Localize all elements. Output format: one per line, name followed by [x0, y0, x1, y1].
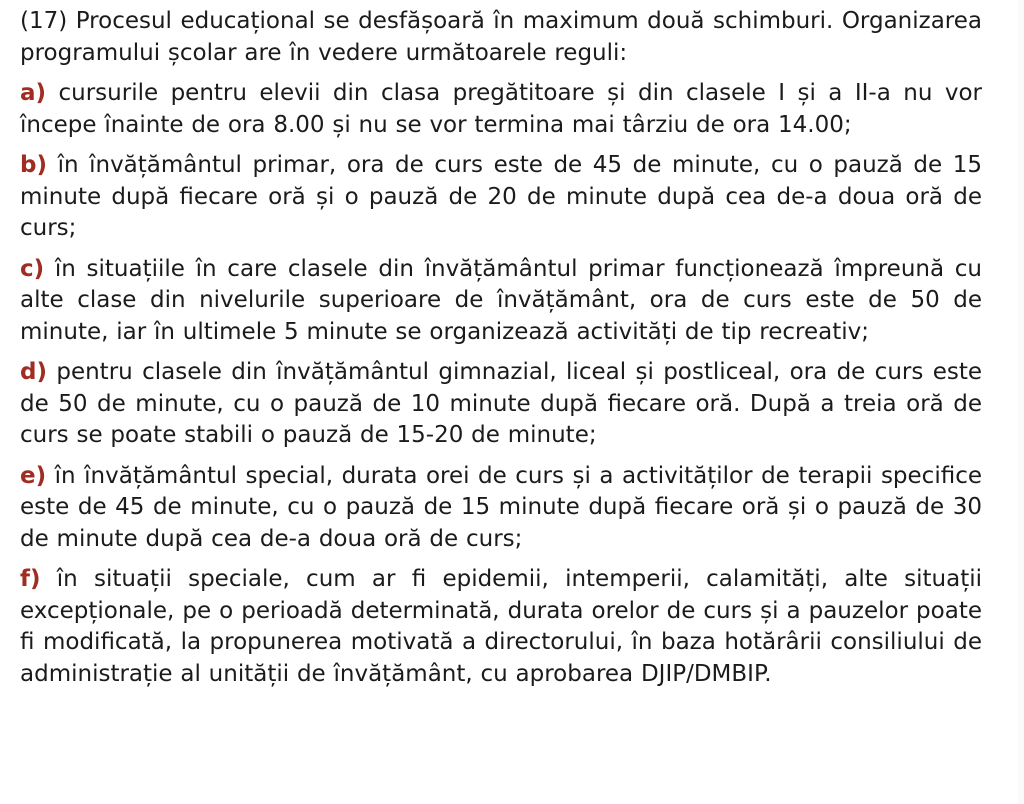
clause-f: [20, 564, 982, 690]
clause-letter-c: c): [20, 255, 45, 282]
clause-letter-f: f): [20, 566, 41, 592]
clause-letter-b: b): [20, 152, 47, 178]
clause-text-f: în situații speciale, cum ar fi epidemii, intemperii, calamități, alte situații excepționale, pe o perioadă determinată, durata orelor de curs și a pauzelor poate fi modificată, la propunerea motivată a directorului, în baza hotărârii consiliului de administrație al unității de învățământ, cu aprobarea DJIP/DMBIP.: [20, 566, 983, 687]
clause-c: [20, 254, 982, 349]
clause-text-d: pentru clasele din învățământul gimnazial, liceal și postliceal, ora de curs este de 50 de minute, cu o pauză de 10 minute după fiecare oră. După a treia oră de curs se poate stabili o pauză de 15-20 de minute;: [20, 359, 982, 448]
scrollbar-track[interactable]: [1018, 0, 1024, 804]
clause-text-c: în situațiile în care clasele din învățământul primar funcționează împreună cu alte clase din nivelurile superioare de învățământ, ora de curs este de 50 de minute, iar în ultimele 5 minute se organizează activități de tip recreativ;: [20, 255, 982, 345]
article-intro: (17) Procesul educațional se desfășoară în maximum două schimburi. Organizarea programului școlar are în vedere următoarele reguli:: [20, 8, 982, 66]
clause-d: [20, 357, 982, 452]
clause-text-e: în învățământul special, durata orei de curs și a activităților de terapii specifice este de 45 de minute, cu o pauză de 15 minute după fiecare oră și o pauză de 30 de minute după cea de-a doua oră de curs;: [20, 462, 983, 552]
clause-a: [20, 78, 982, 141]
clause-e: [20, 461, 982, 556]
article-text: [20, 6, 982, 699]
clause-letter-e: e): [20, 462, 47, 489]
clause-text-b: în învățământul primar, ora de curs este de 45 de minute, cu o pauză de 15 minute după fiecare oră și o pauză de 20 de minute după cea de-a doua oră de curs;: [20, 152, 982, 241]
clause-text-a: cursurile pentru elevii din clasa pregătitoare și din clasele I și a II-a nu vor începe înainte de ora 8.00 și nu se vor termina mai târziu de ora 14.00;: [20, 80, 982, 138]
clause-letter-d: d): [20, 359, 47, 385]
clause-letter-a: a): [20, 80, 47, 106]
clause-b: [20, 150, 982, 245]
